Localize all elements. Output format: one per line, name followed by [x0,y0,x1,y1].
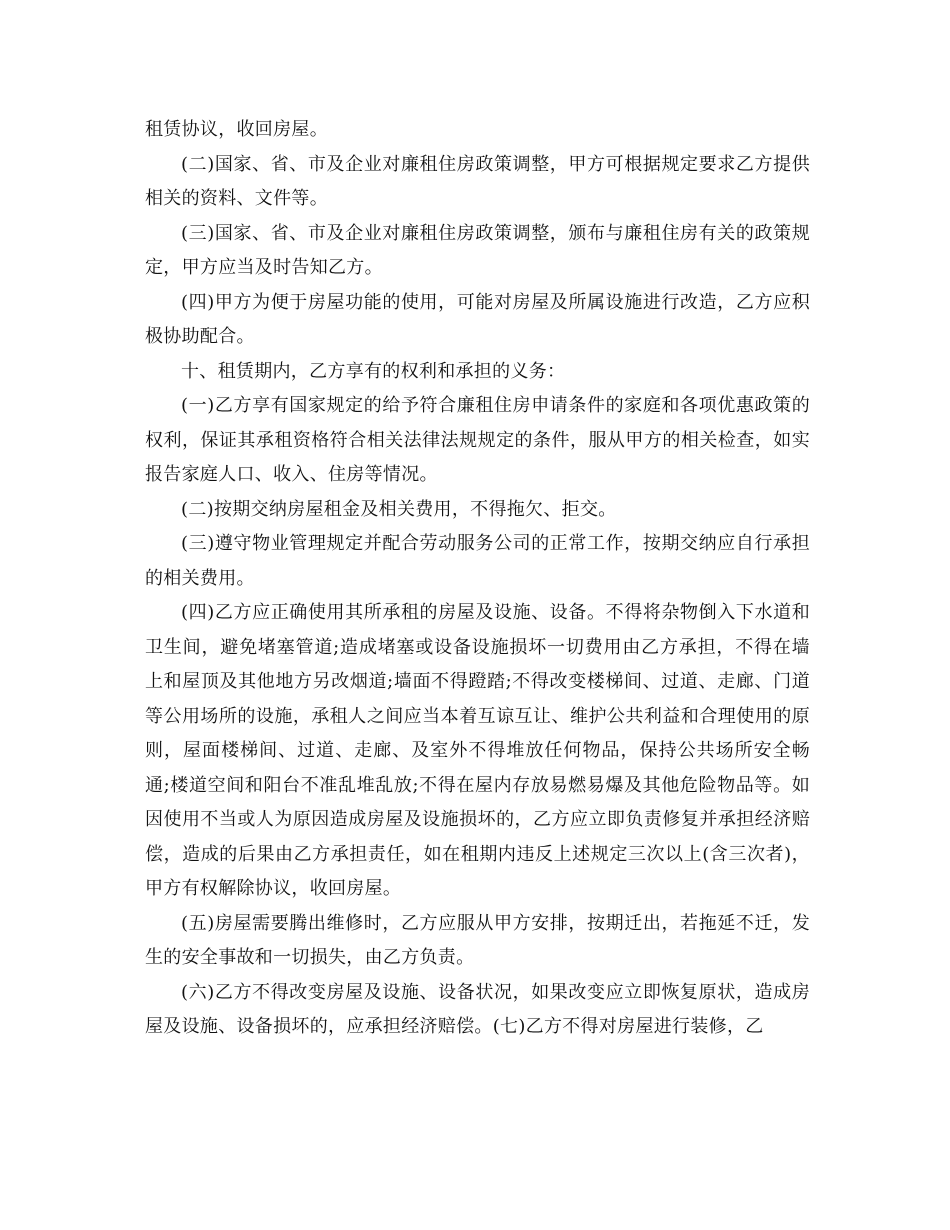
section-heading: 十、租赁期内，乙方享有的权利和承担的义务： [181,360,566,382]
paragraph: (二)按期交纳房屋租金及相关费用，不得拖欠、拒交。 [181,498,617,520]
paragraph: (四)甲方为便于房屋功能的使用，可能对房屋及所属设施进行改造，乙方应积极协助配合。 [145,291,810,347]
document-body [145,113,810,1045]
paragraph: (四)乙方应正确使用其所承租的房屋及设施、设备。不得将杂物倒入下水道和卫生间，避免堵塞管道;造成堵塞或设备设施损坏一切费用由乙方承担，不得在墙上和屋顶及其他地方另改烟道;墙面不得蹬踏;不得改变楼梯间、过道、走廊、门道等公用场所的设施，承租人之间应当本着互谅互让、维护公共利益和合理使用的原则，屋面楼梯间、过道、走廊、及室外不得堆放任何物品，保持公共场所安全畅通;楼道空间和阳台不准乱堆乱放;不得在屋内存放易燃易爆及其他危险物品等。如因使用不当或人为原因造成房屋及设施损坏的，乙方应立即负责修复并承担经济赔偿，造成的后果由乙方承担责任，如在租期内违反上述规定三次以上(含三次者)，甲方有权解除协议，收回房屋。 [145,602,810,899]
paragraph: (三)遵守物业管理规定并配合劳动服务公司的正常工作，按期交纳应自行承担的相关费用。 [145,533,810,589]
paragraph: (三)国家、省、市及企业对廉租住房政策调整，颁布与廉租住房有关的政策规定，甲方应当及时告知乙方。 [145,222,810,278]
paragraph: (一)乙方享有国家规定的给予符合廉租住房申请条件的家庭和各项优惠政策的权利，保证其承租资格符合相关法律法规规定的条件，服从甲方的相关检查，如实报告家庭人口、收入、住房等情况。 [145,395,810,485]
paragraph: (二)国家、省、市及企业对廉租住房政策调整，甲方可根据规定要求乙方提供相关的资料、文件等。 [145,153,810,209]
paragraph: 租赁协议，收回房屋。 [145,119,328,140]
paragraph: (六)乙方不得改变房屋及设施、设备状况，如果改变应立即恢复原状，造成房屋及设施、设备损坏的，应承担经济赔偿。(七)乙方不得对房屋进行装修，乙 [145,981,810,1037]
paragraph: (五)房屋需要腾出维修时，乙方应服从甲方安排，按期迁出，若拖延不迁，发生的安全事故和一切损失，由乙方负责。 [145,912,810,968]
